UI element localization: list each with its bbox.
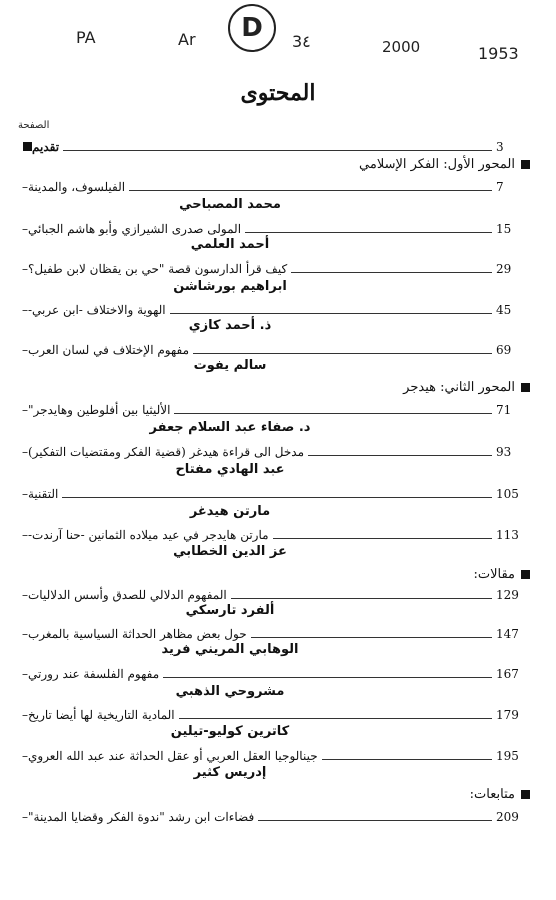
bullet-square-icon xyxy=(521,790,530,799)
toc-entry-page: 69 xyxy=(496,343,512,357)
toc-entry-page: 195 xyxy=(496,749,519,763)
handwritten-mark-pa: PA xyxy=(76,28,96,47)
section-header xyxy=(359,157,530,172)
toc-row xyxy=(18,584,530,602)
toc-entry-page: 129 xyxy=(496,588,519,602)
toc-author: د. صفاء عبد السلام جعفر xyxy=(149,420,311,435)
toc-entry-title: مفهوم الإختلاف في لسان العرب xyxy=(28,343,189,357)
toc-author: محمد المصباحي xyxy=(179,197,281,212)
leader-line xyxy=(291,272,492,273)
toc-row xyxy=(18,524,530,542)
handwritten-mark-34: 3٤ xyxy=(292,32,311,51)
toc-entry-page: 179 xyxy=(496,708,519,722)
section-header-text: المحور الأول: الفكر الإسلامي xyxy=(359,157,515,172)
toc-entry-title: كيف قرأ الدارسون قصة "حي بن يقظان لابن طفيل؟ xyxy=(28,262,288,276)
section-header-text: مقالات: xyxy=(473,567,515,582)
toc-author: الوهابي المريني فريد xyxy=(161,642,299,657)
handwritten-number: 1953 xyxy=(478,44,519,63)
bullet-square-icon xyxy=(23,142,32,151)
leader-line xyxy=(170,313,492,314)
toc-row xyxy=(18,806,530,824)
toc-row xyxy=(18,745,530,763)
toc-row xyxy=(18,176,530,194)
leader-line xyxy=(258,820,492,821)
toc-row xyxy=(18,704,530,722)
toc-entry-title: تقديم xyxy=(32,140,60,154)
toc-row xyxy=(18,441,530,459)
toc-entry-page: 167 xyxy=(496,667,519,681)
dash-marker: – xyxy=(22,445,28,459)
toc-row xyxy=(18,218,530,236)
toc-row xyxy=(18,258,530,276)
bullet-square-icon xyxy=(521,160,530,169)
toc-row xyxy=(18,663,530,681)
toc-entry-title: مفهوم الفلسفة عند رورتي xyxy=(28,667,160,681)
toc-entry-title: جينالوجيا العقل العربي أو عقل الحداثة عند عبد الله العروي xyxy=(28,749,318,763)
dash-marker: – xyxy=(22,222,28,236)
toc-row xyxy=(18,299,530,317)
toc-entry-title: المفهوم الدلالي للصدق وأسس الدلاليات xyxy=(28,588,227,602)
dash-marker: – xyxy=(22,749,28,763)
circled-letter-stamp: D xyxy=(228,4,276,52)
leader-line xyxy=(245,232,492,233)
toc-entry-title: المادية التاريخية لها أيضا تاريخ xyxy=(28,708,175,722)
toc-entry-page: 15 xyxy=(496,222,512,236)
toc-entry-page: 209 xyxy=(496,810,519,824)
toc-author: مشروحي الذهبي xyxy=(175,684,285,699)
leader-line xyxy=(163,677,492,678)
handwritten-year: 2000 xyxy=(382,38,421,56)
toc-entry-title: حول بعض مظاهر الحداثة السياسية بالمغرب xyxy=(28,627,247,641)
bullet-square-icon xyxy=(521,383,530,392)
toc-entry-page: 71 xyxy=(496,403,512,417)
section-header-text: متابعات: xyxy=(469,787,515,802)
toc-entry-page: 113 xyxy=(496,528,519,542)
toc-author: ابراهيم بورشاشن xyxy=(173,279,287,294)
leader-line xyxy=(193,353,492,354)
dash-marker: – xyxy=(22,810,28,824)
toc-author: عبد الهادي مفتاح xyxy=(175,462,285,477)
toc-author: ذ. أحمد كازي xyxy=(188,318,272,333)
section-header xyxy=(470,787,530,802)
toc-entry-title: الأليثيا بين أفلوطين وهايدجر" xyxy=(28,403,171,417)
toc-entry-page: 29 xyxy=(496,262,512,276)
page-column-label: الصفحة xyxy=(18,120,50,131)
toc-entry-title: الفيلسوف، والمدينة xyxy=(28,180,126,194)
dash-marker: – xyxy=(22,262,28,276)
leader-line xyxy=(322,759,492,760)
toc-entry-page: 105 xyxy=(496,487,519,501)
toc-entry-page: 7 xyxy=(496,180,504,194)
toc-entry-title: التقنية xyxy=(28,487,59,501)
toc-row xyxy=(18,623,530,641)
dash-marker: – xyxy=(22,667,28,681)
dash-marker: – xyxy=(22,627,28,641)
leader-line xyxy=(308,455,492,456)
toc-entry-title: المولى صدرى الشيرازي وأبو هاشم الجبائي xyxy=(28,222,242,236)
dash-marker: – xyxy=(22,343,28,357)
toc-row xyxy=(18,339,530,357)
toc-row xyxy=(18,136,530,154)
leader-line xyxy=(63,150,492,151)
dash-marker: – xyxy=(22,528,28,542)
toc-row xyxy=(18,399,530,417)
leader-line xyxy=(62,497,492,498)
section-header-text: المحور الثاني: هيدجر xyxy=(403,380,515,395)
section-header xyxy=(473,567,530,582)
leader-line xyxy=(231,598,492,599)
toc-author: كاترين كوليو-تيلين xyxy=(170,724,290,739)
toc-author: مارتن هيدغر xyxy=(189,504,271,519)
dash-marker: – xyxy=(22,180,28,194)
leader-line xyxy=(129,190,492,191)
toc-entry-title: الهوية والاختلاف -ابن عربي- xyxy=(28,303,166,317)
toc-entry-page: 93 xyxy=(496,445,512,459)
toc-entry-page: 45 xyxy=(496,303,512,317)
toc-row xyxy=(18,483,530,501)
leader-line xyxy=(174,413,492,414)
dash-marker: – xyxy=(22,487,28,501)
leader-line xyxy=(251,637,492,638)
bullet-square-icon xyxy=(521,570,530,579)
dash-marker: – xyxy=(22,303,28,317)
dash-marker: – xyxy=(22,588,28,602)
toc-author: ألفرد تارسكي xyxy=(185,603,275,618)
toc-entry-page: 147 xyxy=(496,627,519,641)
toc-author: عز الدين الخطابي xyxy=(173,544,287,559)
leader-line xyxy=(273,538,492,539)
toc-author: إدريس كثير xyxy=(193,765,267,780)
toc-entry-title: مدخل الى قراءة هيدغر (قضية الفكر ومقتضيات التفكير) xyxy=(28,445,305,459)
toc-author: أحمد العلمي xyxy=(190,237,270,252)
toc-entry-title: فضاءات ابن رشد "ندوة الفكر وقضايا المدينة" xyxy=(28,810,255,824)
leader-line xyxy=(179,718,492,719)
page-title: المحتوى xyxy=(240,80,316,106)
toc-author: سالم يفوت xyxy=(193,358,267,373)
dash-marker: – xyxy=(22,403,28,417)
section-header xyxy=(403,380,530,395)
handwritten-mark-ar: Ar xyxy=(178,30,196,49)
toc-entry-page: 3 xyxy=(496,140,504,154)
toc-entry-title: مارتن هايدجر في عيد ميلاده الثمانين -حنا آرندت- xyxy=(28,528,269,542)
dash-marker: – xyxy=(22,708,28,722)
